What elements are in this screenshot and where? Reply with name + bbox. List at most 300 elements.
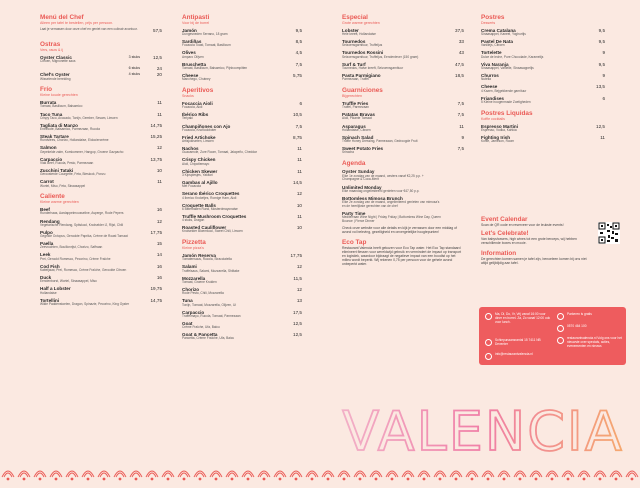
item-price: 9: [602, 73, 605, 79]
item-description: Elke 1e zondag van de maand, oesters vanaf €2,25 p.p. + Champagne & Coca-Merit: [342, 173, 424, 182]
ornament: [290, 471, 302, 480]
clock-icon: [485, 313, 492, 320]
item-description: Citroen, Mignonette saus: [40, 58, 76, 63]
item-description: Hele kreeft, Hollandaise: [342, 32, 376, 37]
item-description: Tomatensaus, Rucola, Stracciatella: [182, 257, 232, 262]
menu-item: [342, 135, 464, 144]
item-name: Beef: [40, 207, 50, 213]
ornament: [626, 471, 638, 480]
item-name: Focaccia Aioli: [182, 100, 213, 106]
item-price: 18,5: [455, 73, 464, 79]
menu-section: [40, 14, 162, 36]
menu-item: [182, 253, 302, 262]
item-price: 9,5: [295, 27, 302, 33]
menu-item: [182, 124, 302, 133]
ornament: [306, 471, 318, 480]
menu-item: [182, 169, 302, 178]
item-name: Cheese: [182, 73, 199, 79]
section-title: Ostras: [40, 40, 61, 48]
section-text: Restaurant Valencia heeft gekozen voor Eco Tap water. Het Eco Tap standaard elimineert flessen voor wereldwijd gebruik en vermindert de impact op transport en logistiek, waardoor bijdraagt de negatieve impact van een boodlst op het milieu wordt beperkt. Wij rekenen 0,75 per persoon voor de gehele avond onbeperkt water.: [342, 245, 462, 267]
item-description: Focaccia, Aioli: [182, 105, 203, 110]
item-description: Truffelsaus, Salami, Mozzarella, Shiitake: [182, 268, 240, 273]
item-name: Nachos: [182, 146, 199, 152]
social-link[interactable]: restaurantvalencia.nl Volg ons voor het nieuwste over specials, acties, evenementen en nieuws: [557, 337, 623, 348]
item-name: Tournedos: [342, 39, 366, 45]
menu-section: [182, 87, 302, 234]
section-subtitle: Vers, rauw & ij: [40, 47, 63, 52]
item-description: Amparo Olijven: [182, 54, 204, 59]
item-name: Gambas al Ajillo: [182, 180, 218, 186]
item-name: Goat & Pancetta: [182, 332, 218, 338]
menu-item: [40, 157, 162, 166]
ornament: [578, 471, 590, 480]
item-name: Leek: [40, 252, 51, 258]
ornament: [498, 471, 510, 480]
menu-item: [40, 219, 162, 228]
item-price: 16: [156, 263, 162, 269]
menu-item: [40, 72, 162, 81]
section-title: Guarniciones: [342, 87, 383, 95]
menu-item: [40, 100, 162, 109]
item-description: Hollandaise: [40, 290, 57, 295]
address[interactable]: Schiepunaansrantal 15 7411 NB Deventer: [485, 339, 551, 347]
menu-item: [182, 203, 302, 212]
item-description: Wortel, Miso, Feta, Sinaasappel: [40, 183, 86, 188]
item-price: 11: [297, 168, 302, 174]
item-price: 12: [156, 218, 162, 224]
menu-item: [182, 310, 302, 319]
menu-item: [40, 275, 162, 284]
section-subtitle: Snacks: [182, 94, 194, 99]
menu-item: [342, 73, 464, 82]
item-price: 11: [600, 134, 605, 140]
ornament: [530, 471, 542, 480]
item-name: Unlimited Monday: [342, 184, 382, 190]
section-title: Especial: [342, 14, 368, 21]
item-price: 8,5: [295, 39, 302, 45]
item-description: Elke maandag ongelimiteerd genieten voor €47,50 p.p.: [342, 188, 420, 193]
item-name: Chef's Oyster: [40, 72, 70, 78]
menu-item: [40, 179, 162, 188]
menu-item: [182, 157, 302, 166]
menu-item: [342, 112, 464, 121]
menu-item: [182, 135, 302, 144]
section-subtitle: Koffie cocktails: [481, 116, 505, 121]
item-description: Tomaat, Basilicum, Balsamico, Pijnboompitten: [182, 65, 248, 70]
item-name: Bottomless Mimosa Brunch: [342, 195, 403, 201]
event-section: [481, 216, 593, 265]
ornament: [338, 471, 350, 480]
item-description: Truffel, Parmezaan: [342, 105, 369, 110]
item-description: Seizoensgarnituur, Truffeljus, Eendenlever (150 gram): [342, 54, 419, 59]
ornament: [482, 471, 494, 480]
section-subtitle: Alleen per tafel te bestellen, prijs per persoon.: [40, 21, 114, 25]
item-price: 10,5: [293, 112, 302, 118]
item-description: Mediterraan Wine Night | Friday Friday | Bottomless Wine Day, Queen Bounce | Fierce Dinner: [342, 215, 441, 223]
menu-section: [342, 160, 464, 234]
menu-item: [182, 62, 302, 71]
item-description: Dungesneden Serrano, 18 gram: [182, 32, 228, 37]
event-calendar-title: Event Calendar: [481, 216, 528, 223]
item-price: 11: [157, 179, 162, 185]
item-price: 24: [156, 66, 162, 72]
item-description: Focaccia, Knoflookboter: [182, 127, 217, 132]
menu-item: [342, 28, 464, 37]
menu-item: [481, 28, 605, 37]
item-description: Aioli, Pikante Tomaat: [342, 116, 372, 121]
menu-item: [182, 276, 302, 285]
mail-icon: [485, 353, 492, 360]
item-price: 12,5: [596, 123, 605, 129]
item-name: Tournedos Rossini: [342, 50, 384, 56]
menu-item: [40, 286, 162, 295]
event-calendar-text: Scan de QR code en reserveer voor de leukste events!: [481, 223, 564, 227]
item-name: Champiñones con Ajo: [182, 123, 231, 129]
item-price: 11: [297, 157, 302, 163]
decorative-border: [0, 463, 640, 483]
item-description: Gegrilde Octopus, Gerookte Paprika, Crème de Roast Tomaat: [40, 234, 128, 239]
item-price: 11: [157, 111, 162, 117]
item-description: Rundvlees, Chorizo, Hollandaise, Eidooiercrème: [40, 138, 109, 143]
section-title: Caliente: [40, 193, 65, 201]
item-description: Aioli, Chipotlemayo: [182, 161, 210, 166]
section-title: Frío: [40, 86, 53, 94]
item-description: 4 Iberico Kroketjes, Romige Ham, Aioli: [182, 195, 237, 200]
menu-column-3: [342, 14, 464, 271]
item-name: Churros: [481, 73, 499, 79]
menu-item: [182, 39, 302, 48]
phone-link[interactable]: 0570 464 100: [557, 325, 623, 332]
item-description: Guacamole, Zure Room, Tomaat, Jalapeño, Cheddar: [182, 150, 257, 155]
menu-item: [481, 124, 605, 133]
celebrate-title: Let's Celebrate!: [481, 230, 529, 238]
menu-item: [481, 135, 605, 144]
menu-section: [342, 14, 464, 82]
item-description: Vlak Beef, Rucola, Pesto, Parmezaan: [40, 160, 94, 165]
menu-item: [342, 39, 464, 48]
item-name: Pasta Parmigiano: [342, 73, 381, 79]
item-price: 20: [156, 72, 162, 78]
item-name: Cheese: [481, 84, 498, 90]
menu-item: [342, 185, 464, 194]
menu-item: [182, 146, 302, 155]
menu-item: [40, 230, 162, 239]
item-description: Focaccia Toast, Tomaat, Basilicum: [182, 43, 231, 48]
item-price: 14,5: [293, 180, 302, 186]
item-name: Olives: [182, 50, 196, 56]
item-name: Taco Tuna: [40, 111, 63, 117]
parking-icon: [557, 313, 564, 320]
item-price: 12,5: [153, 54, 162, 60]
item-description: Knolselder Bloemkool, Sweet Chili, Limoen: [182, 229, 243, 234]
item-name: Fried Artichoke: [182, 134, 216, 140]
item-name: Carpaccio: [40, 156, 63, 162]
item-price: 9: [602, 50, 605, 56]
menu-item: [182, 321, 302, 330]
menu-item: [481, 39, 605, 48]
item-description: 4 Kazen, Bejgekkende garnituur: [481, 88, 527, 93]
item-name: Salami: [182, 264, 197, 270]
item-price: 11: [157, 100, 162, 106]
item-price: 4,5: [295, 50, 302, 56]
section-subtitle: Voor bij de borrel: [182, 21, 210, 25]
item-price: 33: [458, 39, 464, 45]
item-price: 9: [461, 134, 464, 140]
item-name: Truffle Mushroom Croquettes: [182, 213, 247, 219]
ornament: [242, 471, 254, 480]
section-subtitle: Bijgerechten: [342, 94, 362, 99]
menu-item: [342, 50, 464, 59]
menu-item: [182, 225, 302, 234]
menu-item: [481, 62, 605, 71]
location-icon: [485, 339, 492, 346]
ornament: [354, 471, 366, 480]
menu-column-1: [40, 14, 162, 312]
item-price: 11: [459, 123, 464, 129]
menu-item: [40, 55, 162, 64]
section-title: Antipasti: [182, 14, 210, 21]
information-title: Information: [481, 250, 517, 258]
item-name: Sardiñas: [182, 39, 202, 45]
item-name: Asparagus: [342, 123, 366, 129]
ornament: [386, 471, 398, 480]
item-price: 13: [296, 298, 302, 304]
item-price: 13,75: [150, 156, 162, 162]
ornament: [82, 471, 94, 480]
item-name: Crispy Chicken: [182, 157, 216, 163]
item-name: Truffle Fries: [342, 100, 369, 106]
item-description: Manchego, Chutney: [182, 77, 211, 82]
item-description: Tomaat, Groene Kruiden: [182, 279, 217, 284]
item-name: Cod Fish: [40, 263, 60, 269]
item-description: Rode Pesto, Chili, Mozzarella: [182, 291, 224, 296]
menu-item: [182, 191, 302, 200]
item-description: Tournedos, Halve kreeft, Seizoensgarnituur: [342, 65, 404, 70]
item-name: Tortelette: [481, 50, 502, 56]
item-name: Fighting Irish: [481, 134, 511, 140]
item-price: 12: [156, 145, 162, 151]
item-description: 6 Bitterballen Rund, Mosterdmayonaise: [182, 206, 238, 211]
ornament: [370, 471, 382, 480]
menu-column-2: [182, 14, 302, 346]
item-description: Eendenborst, Wortel, Sinaasappel, Miso: [40, 279, 97, 284]
item-description: Wilde Paddenstoelen, Dragon, Spinazie, Pecorino, King Oyster: [40, 301, 130, 306]
menu-item: [40, 66, 162, 70]
item-price: 12,5: [293, 320, 302, 326]
ornament: [130, 471, 142, 480]
section-subtitle: Kleine koude gerechten: [40, 93, 78, 98]
menu-item: [182, 287, 302, 296]
item-description: Truffle Honey Dressing, Parmezaan, Gedroogde Fruit: [342, 139, 418, 144]
ornament: [274, 471, 286, 480]
item-description: Wisselende bereiding: [40, 76, 71, 81]
ornament: [2, 471, 14, 480]
ornament: [258, 471, 270, 480]
menu-item: [342, 211, 464, 224]
item-description: Vegetarische Rendang, Spitskool, Knolselder IJ, Rijst, Chili: [40, 222, 124, 227]
menu-item: [40, 112, 162, 121]
item-name: Croquette Balls: [182, 202, 216, 208]
item-name: Viva Naranja: [481, 61, 509, 67]
menu-item: [40, 298, 162, 307]
item-price: 10: [156, 168, 162, 174]
ornament: [178, 471, 190, 480]
menu-item: [342, 146, 464, 155]
menu-item: [182, 28, 302, 37]
item-description: Nutella: [481, 77, 491, 82]
menu-section: [40, 41, 162, 81]
item-description: Sinaasappel, Vanielle, Sinaasappelijs: [481, 65, 534, 70]
item-description: Runderhaas, Aardappelmousseline, Asperge, Rode Pepers: [40, 211, 124, 216]
item-price: 13,5: [596, 84, 605, 90]
item-description: Prei, Gerookt Romesco, Pecorino, Crème Fraîche: [40, 256, 111, 261]
ornament: [18, 471, 30, 480]
ornament: [50, 471, 62, 480]
item-description: Seizoensgarnituur, Truffeljus: [342, 43, 383, 48]
item-description: Geroosterde Courgette, Feta, Bieslook, Ponzu: [40, 172, 106, 177]
item-price: 43: [458, 50, 464, 56]
item-description: Koffie, Jameson, Room: [481, 139, 515, 144]
item-name: Crema Catalana: [481, 27, 516, 33]
item-price: 19,75: [150, 286, 162, 292]
ornament: [226, 471, 238, 480]
item-price: 9,5: [598, 61, 605, 67]
item-name: Patatas Bravas: [342, 112, 375, 118]
menu-section: [40, 193, 162, 306]
item-name: Tuna: [182, 298, 193, 304]
item-price: 15: [156, 241, 162, 247]
item-description: Truffelmayo, Rucola, Tomaat, Parmezaan: [182, 313, 241, 318]
section-subtitle: Kleine warme gerechten: [40, 200, 79, 205]
menu-item: [342, 101, 464, 110]
item-description: Dulce de leche, Pure Chocolade, Karamelijs: [481, 54, 544, 59]
item-name: Tagliata di Manzo: [40, 122, 78, 128]
ornament: [546, 471, 558, 480]
item-price: 12: [296, 191, 302, 197]
ornament: [34, 471, 46, 480]
celebrate-text: Van babyshowers, high wines tot een grote beroeps, wij hebben verschillende boxes en mooie.: [481, 237, 577, 246]
menu-item: [342, 124, 464, 133]
menu-item: [182, 50, 302, 59]
instagram-icon: [557, 337, 564, 344]
item-price: 14: [156, 252, 162, 258]
section-title: Pizzetta: [182, 239, 206, 247]
qr-code-icon[interactable]: [598, 222, 620, 244]
item-description: Pancetta, Crème Fraîche, Ufa, Baicu: [182, 336, 235, 341]
section-subtitle: Desserts: [481, 21, 496, 25]
item-description: Vanillejs, Citroen: [481, 43, 505, 48]
item-price: 7,5: [295, 123, 302, 129]
section-text: Check onze website voor alle details en kijk je verrassen door een middag of avond vol beleving, gezelligheid en onvergetelijke hoogtepunten!: [342, 225, 457, 234]
section-title: Postres Liquidas: [481, 109, 533, 117]
menu-item: [342, 196, 464, 209]
menu-item: [182, 264, 302, 273]
ornament: [66, 471, 78, 480]
item-description: Met Focaccia: [182, 184, 201, 189]
item-description: 5 Kleine hoogenmade Zoetigheden: [481, 99, 531, 104]
menu-item: [40, 28, 162, 36]
item-description: Tonijn, Tomaat, Mozzarella, Olijven, Ui: [182, 302, 236, 307]
item-name: Serano Ibérico Croquettes: [182, 191, 240, 197]
item-name: Chicken Skewer: [182, 168, 218, 174]
menu-item: [481, 84, 605, 93]
item-description: Sinaasappel, Kaneel, Yoghurtijs: [481, 32, 526, 37]
menu-item: [481, 50, 605, 59]
item-price: 17,5: [293, 309, 302, 315]
menu-section: [182, 14, 302, 82]
ornament: [450, 471, 462, 480]
item-name: Espresso Martini: [481, 123, 519, 129]
phone-icon: [557, 325, 564, 332]
item-name: Sweet Potato Fries: [342, 146, 384, 152]
item-price: 16: [156, 207, 162, 213]
item-price: 16: [156, 275, 162, 281]
menu-section: [40, 86, 162, 188]
ornament: [146, 471, 158, 480]
item-price: 9,5: [598, 27, 605, 33]
item-price: 14,75: [150, 297, 162, 303]
item-name: Carpaccio: [182, 309, 205, 315]
item-description: Elke 2e zondag van de maand, ongelimiteerd genieten van mimosa's en de heerlijkste gerechten van de chef: [342, 200, 440, 208]
ornament: [610, 471, 622, 480]
item-description: Artisjokharten, Limoen: [182, 139, 214, 144]
item-name: Lobster: [342, 27, 359, 33]
menu-column-4: [481, 14, 605, 149]
item-description: Espresso, Vodka, Kahlúa: [481, 127, 517, 132]
item-description: Tomaat, Basilicum, Balsamico: [40, 104, 83, 109]
item-price: 10: [296, 225, 302, 231]
section-subtitle: Grote warme gerechten: [342, 21, 380, 25]
item-price: 8,75: [293, 134, 302, 140]
item-price: 6: [299, 100, 302, 106]
opening-hours: Ma, Di, Do, Vr, Vrij vanaf 16:00 voor diner en borrel. Za, Zo vanaf 12:00 ook voor lunch.: [485, 313, 551, 324]
item-price: 10: [296, 202, 302, 208]
ornament: [194, 471, 206, 480]
item-quantity: 3 stuks: [128, 54, 140, 59]
menu-item: [481, 73, 605, 82]
item-name: Ibérico Ribs: [182, 112, 209, 118]
ornament: [466, 471, 478, 480]
item-name: Half a Lobster: [40, 286, 71, 292]
menu-item: [182, 101, 302, 110]
item-quantity: 6 stuks: [128, 66, 140, 71]
menu-section: [182, 239, 302, 341]
menu-item: [481, 96, 605, 105]
item-name: Friandises: [481, 95, 504, 101]
menu-item: [40, 168, 162, 177]
ornament: [562, 471, 574, 480]
item-description: 4 stuks, Dragon: [182, 218, 205, 223]
contact-card: [479, 307, 626, 365]
item-price: 7,5: [457, 146, 464, 152]
ornament: [322, 471, 334, 480]
item-description: Parmezaan, Truffel: [342, 77, 369, 82]
section-title: Aperitivos: [182, 87, 214, 95]
item-price: 17,75: [150, 229, 162, 235]
item-description: Hollandaise, Citroen: [342, 127, 371, 132]
item-name: Goat: [182, 320, 193, 326]
ornament: [98, 471, 110, 480]
item-name: Bruschetta: [182, 61, 206, 67]
email-link[interactable]: info@restaurantvalencia.nl: [485, 353, 551, 360]
item-price: 14,75: [150, 122, 162, 128]
menu-item: [40, 134, 162, 143]
item-price: 57,5: [153, 27, 162, 33]
item-description: Teriyaki: [182, 116, 193, 121]
menu-item: [182, 180, 302, 189]
item-name: Surf & Turf: [342, 61, 366, 67]
menu-item: [40, 207, 162, 216]
